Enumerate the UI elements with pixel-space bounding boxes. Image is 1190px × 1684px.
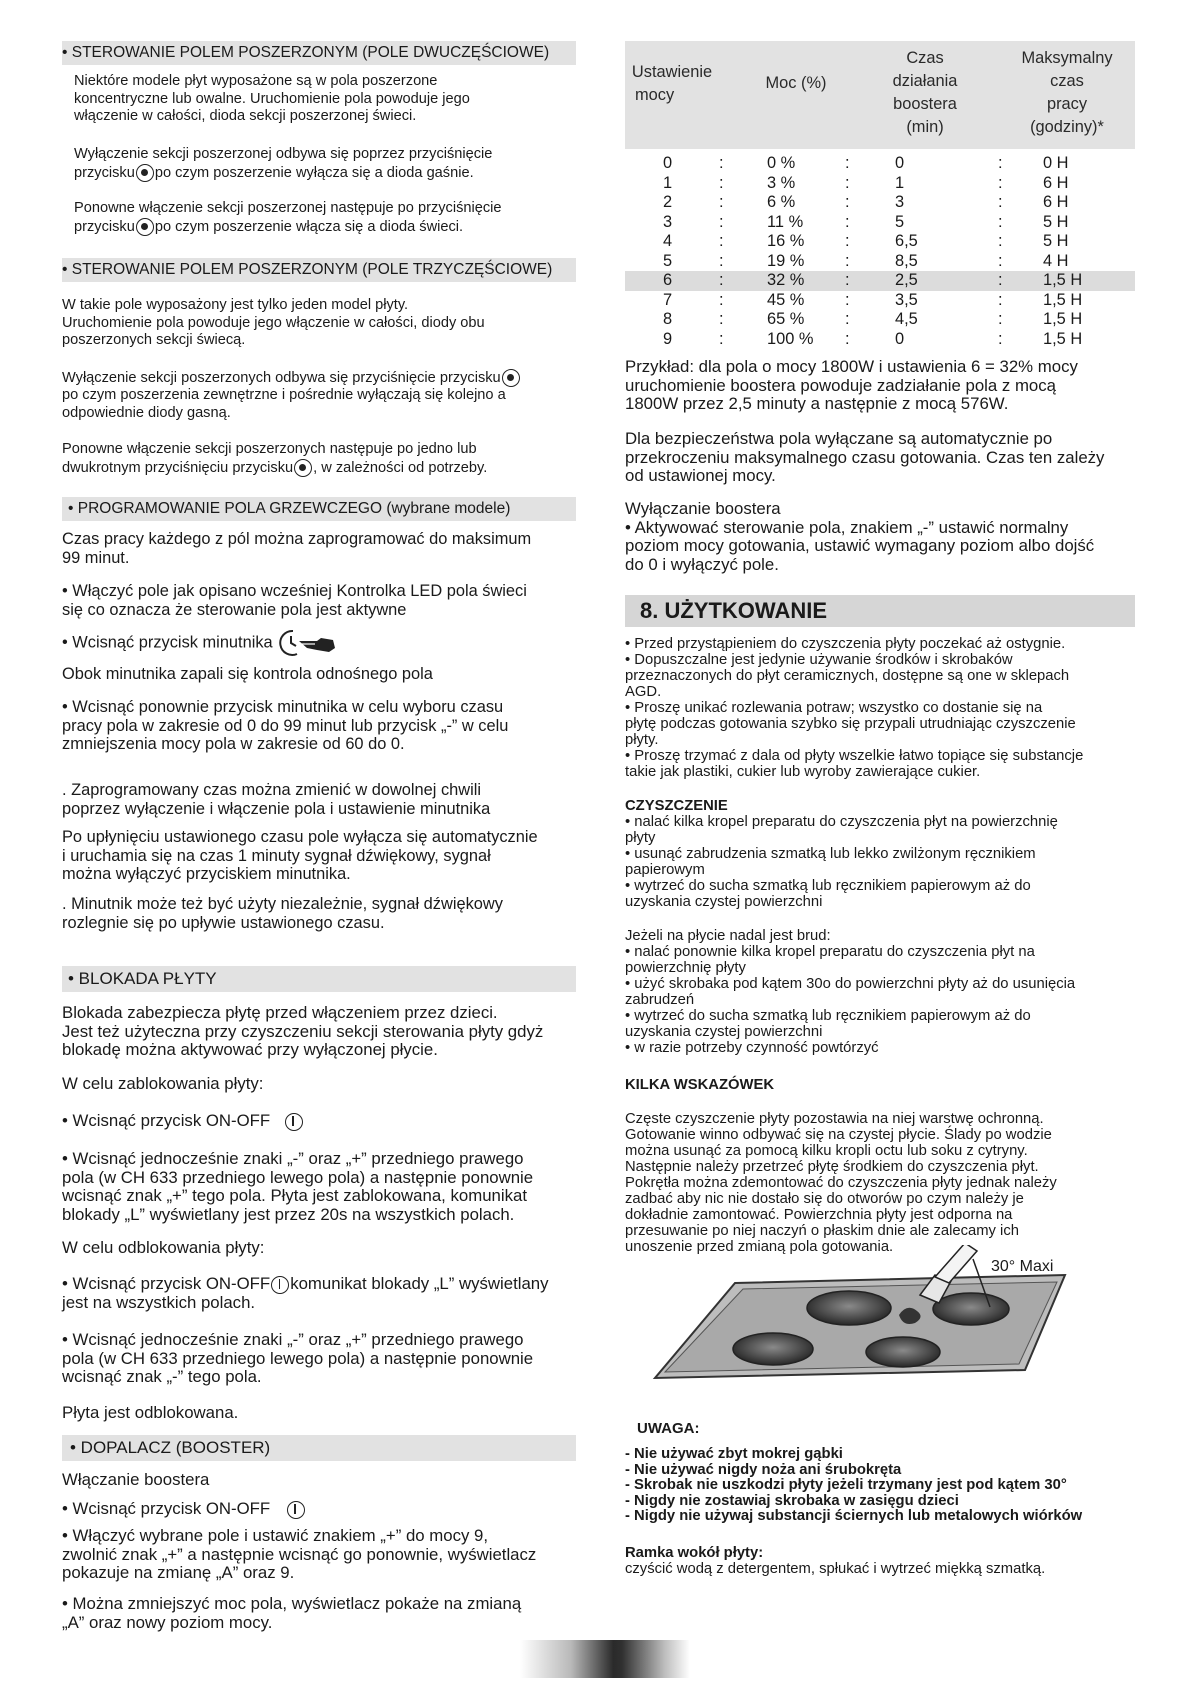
- text-line: Uruchomienie pola powoduje jego włączenie w całości, diody obu: [62, 314, 485, 331]
- text-line: • Dopuszczalne jest jedynie używanie środków i skrobaków: [625, 652, 1013, 668]
- cell-level: 4: [663, 232, 673, 250]
- text-line: komunikat blokady „L” wyświetlany: [290, 1274, 549, 1293]
- text-line: - Nie używać nigdy noża ani śrubokręta: [625, 1461, 902, 1478]
- text-line: wcisnąć znak „+” tego pola. Płyta jest zablokowana, komunikat: [62, 1186, 527, 1205]
- warning-title-text: UWAGA:: [637, 1420, 700, 1437]
- header-text: Czas: [906, 49, 944, 67]
- text-line: pola (w CH 633 przedniego lewego pola) a następnie ponownie: [62, 1167, 534, 1187]
- cell-boost: 2,5: [895, 271, 918, 289]
- text-line: • Przed przystąpieniem do czyszczenia płyty poczekać aż ostygnie.: [625, 636, 1066, 652]
- text-line: zabrudzeń: [625, 992, 695, 1008]
- cell-max: 5 H: [1043, 212, 1069, 231]
- text-line: Płyta jest odblokowana.: [62, 1403, 239, 1422]
- text-line: przycisku: [74, 164, 135, 181]
- header-text: Moc (%): [765, 74, 827, 92]
- cell-separator: :: [719, 310, 724, 328]
- programming-step2: [62, 628, 341, 658]
- cell-level: 1: [663, 173, 673, 192]
- cooktop-scraper-illustration: [635, 1245, 1105, 1400]
- tips-block: [625, 1111, 1057, 1255]
- burner-back-right: [933, 1293, 1009, 1325]
- text-line: Przykład: dla pola o mocy 1800W i ustawienia 6 = 32% mocy: [625, 357, 1078, 376]
- header-text: (min): [906, 118, 944, 136]
- text-line: zadbać aby nic nie dostało się do otworów po czym należy je: [625, 1191, 1024, 1207]
- cell-separator: :: [719, 212, 724, 231]
- section-header-triple-zone: [62, 258, 576, 282]
- cell-separator: :: [719, 290, 724, 309]
- cell-power: 11 %: [767, 212, 804, 231]
- cell-max: 1,5 H: [1043, 310, 1083, 328]
- text-line: blokadę można aktywować przy wyłączonej płycie.: [62, 1040, 438, 1059]
- cell-power: 19 %: [767, 251, 805, 270]
- cell-separator: :: [998, 251, 1003, 270]
- text-line: AGD.: [625, 684, 662, 700]
- text-line: pola (w CH 633 przedniego lewego pola) a następnie ponownie: [62, 1348, 534, 1368]
- text-line: • Wcisnąć jednocześnie znaki „-” oraz „+” przedniego prawego: [62, 1149, 524, 1168]
- unlock-subtitle: [62, 1239, 264, 1258]
- text-line: blokady „L” wyświetlany jest przez 20s na wszystkich polach.: [62, 1204, 515, 1224]
- text-line: od ustawionej mocy.: [625, 466, 776, 485]
- triple-zone-off: [62, 369, 521, 422]
- text-line: - Nie używać zbyt mokrej gąbki: [625, 1446, 843, 1462]
- text-line: Jest też użyteczna przy czyszczeniu sekcji sterowania płyty gdyż: [62, 1021, 544, 1041]
- text-line: . Minutnik może też być użyty niezależnie, sygnał dźwiękowy: [62, 895, 503, 913]
- section-header-usage: [625, 595, 1135, 627]
- text-line: - Nigdy nie zostawiaj skrobaka w zasięgu dzieci: [625, 1492, 959, 1509]
- text-line: powierzchnię płyty: [625, 960, 746, 976]
- cell-level: 5: [663, 251, 673, 270]
- zone-button-icon: [294, 459, 312, 477]
- text-line: Niektóre modele płyt wyposażone są w pola poszerzone: [74, 73, 438, 89]
- frame-block: [625, 1545, 1045, 1577]
- header-text: (godziny)*: [1030, 118, 1104, 136]
- text-line: • Proszę unikać rozlewania potraw; wszystko co dostanie się na: [625, 700, 1043, 716]
- text-line: papierowym: [625, 862, 705, 878]
- dirty-block: [625, 928, 1075, 1056]
- text-line: • wytrzeć do sucha szmatką lub ręcznikiem papierowym aż do: [625, 878, 1031, 894]
- table-row: [625, 291, 1135, 311]
- header-text: mocy: [635, 86, 675, 104]
- text-line: - Nigdy nie używaj substancji ściernych lub metalowych wiórków: [625, 1508, 1083, 1525]
- cell-separator: :: [998, 232, 1003, 250]
- booster-table: [625, 41, 1135, 349]
- cell-power: 32 %: [767, 271, 805, 289]
- text-line: - Skrobak nie uszkodzi płyty jeżeli trzymany jest pod kątem 30°: [625, 1477, 1067, 1494]
- section-header-programming: [62, 497, 576, 521]
- cell-level: 7: [663, 290, 673, 309]
- text-line: takie jak plastiki, cukier lub wyroby zawierające cukier.: [625, 764, 981, 780]
- cell-separator: :: [845, 232, 850, 250]
- cell-max: 6 H: [1043, 173, 1069, 192]
- unlock-step2: [62, 1331, 533, 1387]
- table-row: [625, 310, 1135, 330]
- zone-button-icon: [502, 369, 520, 387]
- text-line: pokazuje na zmianę „A” oraz 9.: [62, 1563, 295, 1582]
- cell-separator: :: [998, 329, 1003, 348]
- cell-boost: 1: [895, 173, 905, 192]
- cell-power: 16 %: [767, 232, 805, 250]
- cell-separator: :: [845, 193, 850, 211]
- dual-zone-off: [74, 146, 492, 182]
- dual-zone-intro: [74, 73, 470, 126]
- text-line: Pokrętła można zdemontować do czyszczenia płyty jednak należy: [625, 1175, 1057, 1191]
- text-line: • Aktywować sterowanie pola, znakiem „-” ustawić normalny: [625, 517, 1069, 537]
- text-line: można wyłączyć przyciskiem minutnika.: [62, 865, 351, 883]
- text-line: • nalać ponownie kilka kropel preparatu do czyszczenia płyt na: [625, 944, 1035, 960]
- booster-step1: [62, 1500, 306, 1519]
- text-line: do 0 i wyłączyć pole.: [625, 554, 779, 574]
- cell-power: 65 %: [767, 310, 805, 328]
- text-line: włączenie w całości, dioda sekcji poszerzonej świeci.: [74, 108, 417, 124]
- text-line: Po upłynięciu ustawionego czasu pole wyłącza się automatycznie: [62, 828, 538, 846]
- table-body: [625, 149, 1135, 349]
- header-text: boostera: [893, 95, 957, 113]
- section-header-text: • STEROWANIE POLEM POSZERZONYM (POLE TRZYCZĘŚCIOWE): [62, 261, 553, 278]
- text-line: W takie pole wyposażony jest tylko jeden model płyty.: [62, 297, 409, 313]
- table-row: [625, 252, 1135, 272]
- cell-max: 1,5 H: [1043, 329, 1083, 348]
- programming-step4: [62, 698, 508, 754]
- text-line: płyty.: [625, 732, 659, 748]
- text-line: Następnie należy przetrzeć płytę środkiem do czyszczenia płyt.: [625, 1159, 1039, 1175]
- cell-separator: :: [998, 310, 1003, 328]
- text-line: Wyłączanie boostera: [625, 499, 781, 518]
- text-line: można usunąć za pomocą kilku kropli octu lub soku z cytryny.: [625, 1143, 1028, 1159]
- text-line: Ponowne włączenie sekcji poszerzonej następuje po przyciśnięcie: [74, 200, 502, 216]
- text-line: rozlegnie się po upływie ustawionego czasu.: [62, 913, 385, 932]
- text-line: • wytrzeć do sucha szmatką lub ręcznikiem papierowym aż do: [625, 1008, 1031, 1024]
- text-line: płytę podczas gotowania szybko się przypali utrudniając czyszczenie: [625, 716, 1076, 732]
- warning-list: [625, 1447, 1082, 1525]
- section-header-text: • PROGRAMOWANIE POLA GRZEWCZEGO (wybrane modele): [68, 500, 511, 517]
- text-line: Wyłączenie sekcji poszerzonej odbywa się poprzez przyciśnięcie: [74, 146, 493, 162]
- cell-separator: :: [998, 173, 1003, 192]
- text-line: przeznaczonych do płyt ceramicznych, dostępne są one w sklepach: [625, 668, 1070, 684]
- dual-zone-on: [74, 200, 502, 236]
- table-header: [625, 41, 1135, 149]
- cell-level: 9: [663, 329, 673, 348]
- text-line: poziom mocy gotowania, ustawić wymagany poziom albo dojść: [625, 536, 1095, 555]
- section-title: 8. UŻYTKOWANIE: [640, 598, 828, 623]
- cell-separator: :: [845, 154, 850, 172]
- text-line: • Wcisnąć przycisk ON-OFF: [62, 1274, 271, 1293]
- column-header-max-time: [1003, 47, 1131, 139]
- cell-separator: :: [719, 251, 724, 270]
- cell-max: 1,5 H: [1043, 290, 1083, 309]
- text-line: • Wcisnąć przycisk minutnika: [62, 633, 273, 652]
- cell-power: 6 %: [767, 193, 796, 211]
- text-line: dokładnie zamontować. Powierzchnia płyty jest odporna na: [625, 1207, 1013, 1223]
- cell-boost: 5: [895, 212, 905, 231]
- text-line: • Wcisnąć przycisk ON-OFF: [62, 1499, 271, 1518]
- text-line: • nalać kilka kropel preparatu do czyszczenia płyt na powierzchnię: [625, 814, 1058, 830]
- text-line: 1800W przez 2,5 minuty a następnie z mocą 576W.: [625, 394, 1009, 413]
- text-line: Wyłączenie sekcji poszerzonych odbywa się przyciśnięcie przycisku: [62, 369, 501, 386]
- cell-power: 3 %: [767, 173, 796, 192]
- cell-separator: :: [998, 154, 1003, 172]
- header-text: pracy: [1046, 95, 1088, 113]
- booster-step3: [62, 1595, 521, 1632]
- section-header-dual-zone: [62, 41, 576, 65]
- timer-icon: [277, 628, 341, 658]
- text-line: • Włączyć pole jak opisano wcześniej Kontrolka LED pola świeci: [62, 582, 527, 600]
- table-row: [625, 154, 1135, 174]
- section-header-text: • STEROWANIE POLEM POSZERZONYM (POLE DWUCZĘŚCIOWE): [62, 44, 550, 61]
- cell-max: 1,5 H: [1043, 271, 1083, 289]
- text-line: unoszenie przed zmianą pola gotowania.: [625, 1239, 894, 1255]
- cell-separator: :: [845, 271, 850, 289]
- text-line: dwukrotnym przyciśnięciu przycisku: [62, 459, 294, 476]
- safety-note: [625, 430, 1104, 486]
- table-row: [625, 330, 1135, 350]
- text-line: i uruchamia się na czas 1 minuty sygnał dźwiękowy, sygnał: [62, 846, 491, 865]
- text-line: wcisnąć znak „-” tego pola.: [62, 1367, 262, 1386]
- angle-label: 30° Maxi: [991, 1258, 1054, 1275]
- footer-gradient-bar: [520, 1640, 690, 1678]
- text-line: . Zaprogramowany czas można zmienić w dowolnej chwili: [62, 781, 482, 799]
- text-line: po czym poszerzenie wyłącza się a dioda gaśnie.: [154, 164, 474, 181]
- cell-separator: :: [998, 271, 1003, 289]
- power-icon: [285, 1113, 303, 1131]
- text-line: Czas pracy każdego z pól można zaprogramować do maksimum: [62, 530, 532, 548]
- frame-title: Ramka wokół płyty:: [625, 1545, 764, 1561]
- burner-front-right: [866, 1337, 940, 1367]
- text-line: • użyć skrobaka pod kątem 30o do powierzchni płyty aż do usunięcia: [625, 976, 1076, 992]
- zone-button-icon: [136, 218, 154, 236]
- cell-max: 0 H: [1043, 154, 1069, 172]
- cell-power: 0 %: [767, 154, 796, 172]
- text-line: uzyskania czystej powierzchni: [625, 894, 823, 910]
- cell-separator: :: [845, 173, 850, 192]
- cell-separator: :: [998, 193, 1003, 211]
- text-line: koncentryczne lub owalne. Uruchomienie pola powoduje jego: [74, 90, 470, 107]
- text-line: czyścić wodą z detergentem, spłukać i wytrzeć miękką szmatką.: [625, 1561, 1046, 1577]
- column-header-level: [625, 61, 719, 107]
- tips-title: [625, 1077, 774, 1093]
- column-header-power: [751, 72, 841, 95]
- cell-separator: :: [719, 329, 724, 348]
- triple-zone-intro: [62, 297, 485, 350]
- cell-separator: :: [845, 212, 850, 231]
- text-line: Blokada zabezpiecza płytę przed włączeniem przez dzieci.: [62, 1003, 498, 1022]
- text-line: „A” oraz nowy poziom mocy.: [62, 1612, 273, 1632]
- power-icon: [287, 1501, 305, 1519]
- cell-separator: :: [719, 193, 724, 211]
- text-line: Częste czyszczenie płyty pozostawia na niej warstwę ochronną.: [625, 1111, 1044, 1127]
- text-line: przesuwanie po niej naczyń o płaskim dnie ale zalecamy ich: [625, 1223, 1019, 1239]
- text-line: • Można zmniejszyć moc pola, wyświetlacz pokaże na zmianą: [62, 1594, 522, 1613]
- usage-list: [625, 636, 1083, 780]
- programming-end: [62, 828, 538, 884]
- cell-separator: :: [719, 271, 724, 289]
- text-line: pracy pola w zakresie od 0 do 99 minut lub przycisk „-” w celu: [62, 716, 509, 735]
- text-line: się co oznacza że sterowanie pola jest aktywne: [62, 600, 407, 619]
- table-row: [625, 174, 1135, 194]
- cell-max: 5 H: [1043, 232, 1069, 250]
- programming-step3: [62, 665, 433, 684]
- column-header-boost-time: [870, 47, 980, 139]
- cell-boost: 0: [895, 154, 905, 172]
- text-line: W celu zablokowania płyty:: [62, 1074, 264, 1093]
- section-header-lock: [62, 966, 576, 992]
- text-line: przekroczeniu maksymalnego czasu gotowania. Czas ten zależy: [625, 447, 1105, 467]
- booster-subtitle: [62, 1471, 209, 1490]
- text-line: odpowiednie diody gasną.: [62, 404, 231, 421]
- header-text: działania: [892, 72, 958, 90]
- cell-separator: :: [719, 232, 724, 250]
- text-line: Ponowne włączenie sekcji poszerzonych następuje po jedno lub: [62, 441, 477, 457]
- text-line: • usunąć zabrudzenia szmatką lub lekko zwilżonym ręcznikiem: [625, 846, 1036, 862]
- lock-subtitle: [62, 1075, 263, 1094]
- text-line: Gotowanie winno odbywać się na czystej płycie. Ślady po wodzie: [625, 1127, 1052, 1143]
- text-line: poprzez wyłączenie i włączenie pola i ustawienie minutnika: [62, 799, 491, 818]
- cell-boost: 0: [895, 329, 905, 348]
- cell-separator: :: [719, 154, 724, 172]
- cell-separator: :: [845, 251, 850, 270]
- tips-title-text: KILKA WSKAZÓWEK: [625, 1077, 775, 1093]
- text-line: Jeżeli na płycie nadal jest brud:: [625, 928, 831, 944]
- text-line: uruchomienie boostera powoduje zadziałanie pola z mocą: [625, 375, 1056, 395]
- text-line: poszerzonych sekcji świecą.: [62, 332, 246, 348]
- text-line: przycisku: [74, 218, 135, 235]
- text-line: płyty: [625, 830, 656, 846]
- booster-step2: [62, 1527, 536, 1583]
- cell-boost: 6,5: [895, 232, 918, 250]
- text-line: • w razie potrzeby czynność powtórzyć: [625, 1040, 879, 1056]
- unlock-done: [62, 1404, 238, 1423]
- cell-separator: :: [845, 290, 850, 309]
- section-header-text: • DOPALACZ (BOOSTER): [70, 1438, 271, 1457]
- cleaning-block: [625, 798, 1058, 910]
- table-row: [625, 232, 1135, 252]
- unlock-step1: [62, 1275, 549, 1312]
- text-line: Włączanie boostera: [62, 1470, 210, 1489]
- text-line: • Wcisnąć jednocześnie znaki „-” oraz „+” przedniego prawego: [62, 1330, 524, 1349]
- cell-boost: 3,5: [895, 290, 918, 309]
- cell-boost: 8,5: [895, 251, 918, 270]
- cell-separator: :: [998, 290, 1003, 309]
- lock-step2: [62, 1150, 533, 1224]
- text-line: 99 minut.: [62, 548, 130, 567]
- cell-level: 6: [663, 271, 673, 289]
- text-line: • Proszę trzymać z dala od płyty wszelkie łatwo topiące się substancje: [625, 748, 1084, 764]
- lock-step1: [62, 1112, 304, 1131]
- text-line: zwolnić znak „+” a następnie wcisnąć go ponownie, wyświetlacz: [62, 1544, 537, 1564]
- burner-back-left: [807, 1291, 891, 1325]
- text-line: po czym poszerzenie włącza się a dioda świeci.: [154, 218, 464, 235]
- programming-step1: [62, 582, 527, 619]
- programming-intro: [62, 530, 531, 567]
- cell-level: 3: [663, 212, 673, 231]
- table-row: [625, 271, 1135, 291]
- cell-level: 2: [663, 193, 673, 211]
- cell-power: 100 %: [767, 329, 814, 348]
- table-row: [625, 213, 1135, 233]
- cell-separator: :: [719, 173, 724, 192]
- triple-zone-on: [62, 441, 487, 477]
- text-line: jest na wszystkich polach.: [62, 1292, 256, 1312]
- cleaning-title: CZYSZCZENIE: [625, 798, 728, 814]
- text-line: • Włączyć wybrane pole i ustawić znakiem „+” do mocy 9,: [62, 1526, 489, 1545]
- cell-separator: :: [998, 212, 1003, 231]
- text-line: • Wcisnąć przycisk ON-OFF: [62, 1111, 271, 1130]
- power-icon: [271, 1276, 289, 1294]
- cell-level: 0: [663, 154, 673, 172]
- header-text: Ustawienie: [631, 63, 713, 81]
- cell-boost: 4,5: [895, 310, 918, 328]
- text-line: uzyskania czystej powierzchni: [625, 1024, 823, 1040]
- text-line: po czym poszerzenia zewnętrzne i pośrednie wyłączają się kolejno a: [62, 387, 506, 404]
- text-line: W celu odblokowania płyty:: [62, 1238, 265, 1257]
- header-text: Maksymalny: [1021, 49, 1113, 67]
- cell-power: 45 %: [767, 290, 805, 309]
- burner-front-left: [733, 1333, 813, 1365]
- text-line: • Wcisnąć ponownie przycisk minutnika w celu wyboru czasu: [62, 698, 504, 716]
- lock-intro: [62, 1004, 543, 1060]
- programming-change: [62, 781, 490, 818]
- table-row: [625, 193, 1135, 213]
- text-line: Dla bezpieczeństwa pola wyłączane są automatycznie po: [625, 429, 1053, 448]
- section-header-text: • BLOKADA PŁYTY: [68, 969, 217, 988]
- cell-boost: 3: [895, 193, 905, 211]
- warning-title: [637, 1420, 700, 1437]
- zone-button-icon: [136, 164, 154, 182]
- programming-standalone: [62, 895, 503, 932]
- section-header-booster: [62, 1435, 576, 1461]
- cell-max: 4 H: [1043, 251, 1069, 270]
- cell-max: 6 H: [1043, 193, 1069, 211]
- text-line: Obok minutnika zapali się kontrola odnośnego pola: [62, 665, 433, 683]
- cell-separator: :: [845, 329, 850, 348]
- cell-separator: :: [845, 310, 850, 328]
- text-line: zmniejszenia mocy pola w zakresie od 60 do 0.: [62, 735, 405, 753]
- cell-level: 8: [663, 310, 673, 328]
- header-text: czas: [1050, 72, 1084, 90]
- booster-off: [625, 500, 1094, 574]
- booster-example: [625, 358, 1078, 414]
- text-line: , w zależności od potrzeby.: [313, 459, 488, 476]
